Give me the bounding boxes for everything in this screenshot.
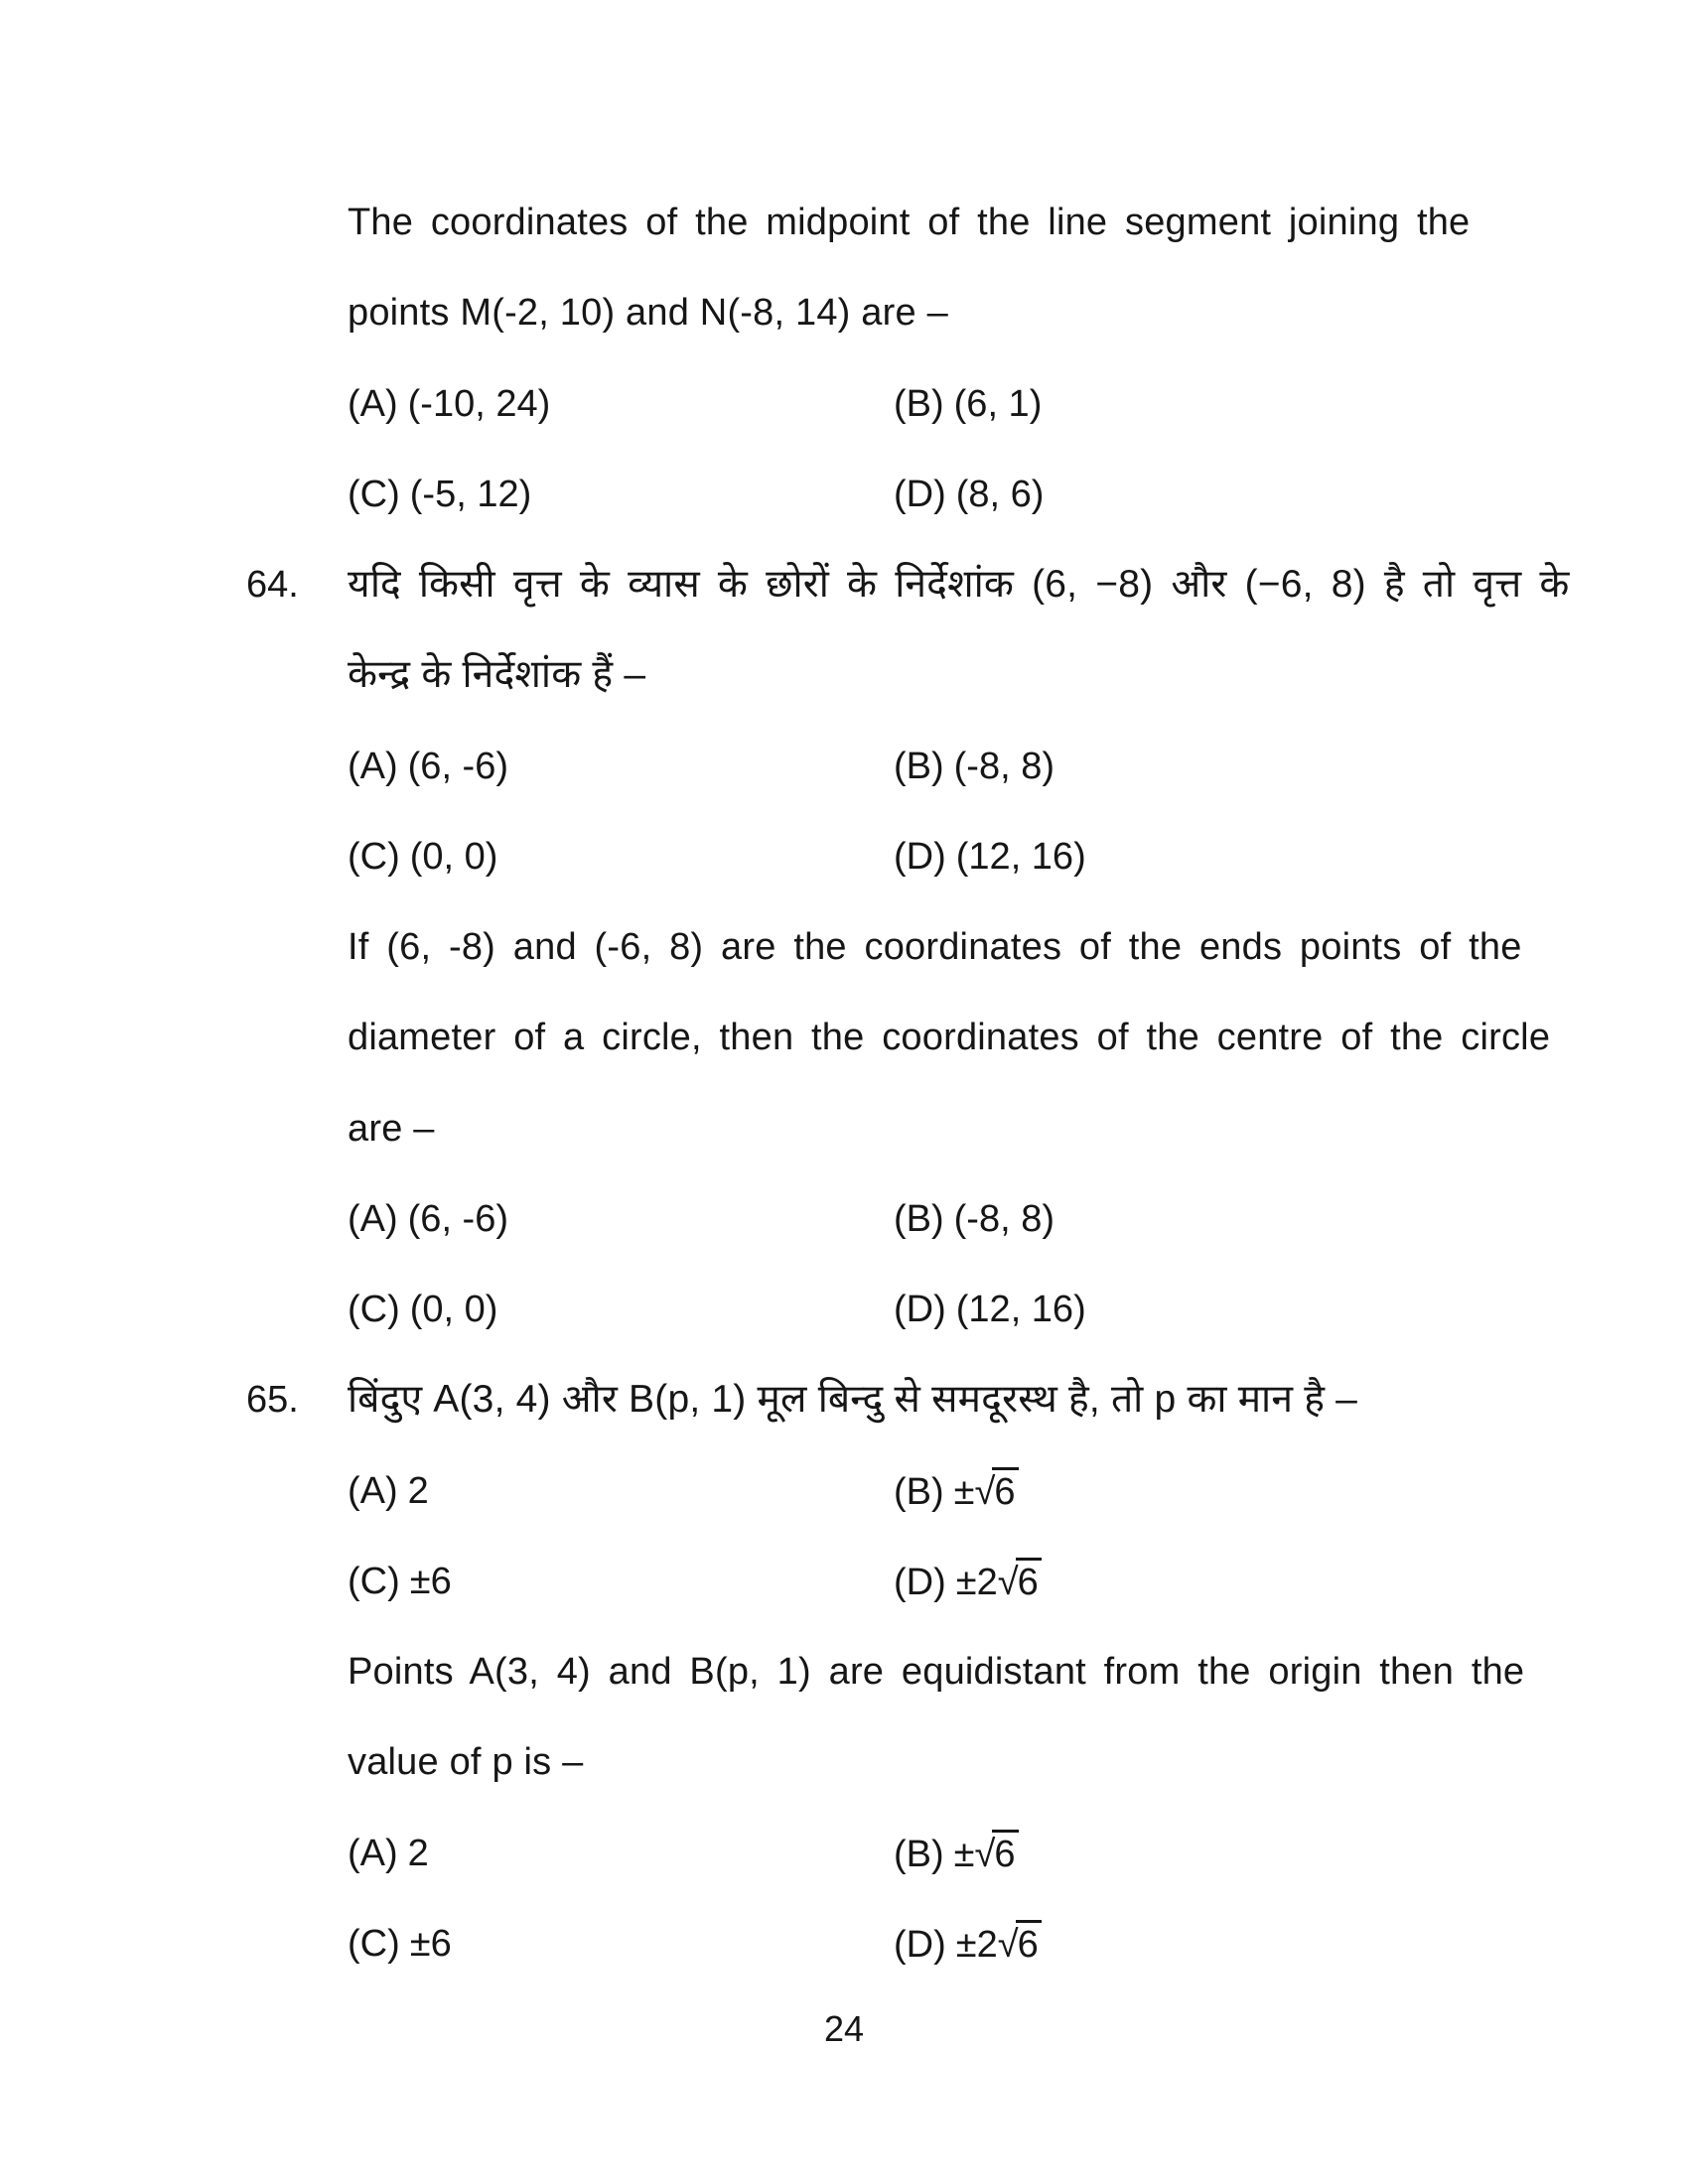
radicand: 6	[1016, 1558, 1042, 1603]
option-label: (D)	[894, 1289, 946, 1330]
q64-hindi-line-1: यदि किसी वृत्त के व्यास के छोरों के निर्देशांक (6, −8) और (−6, 8) है तो वृत्त के	[348, 563, 1570, 606]
option-value: 2	[407, 1833, 429, 1874]
option-value: ±6	[409, 1923, 452, 1965]
radicand: 6	[992, 1467, 1018, 1513]
option-value: (8, 6)	[955, 474, 1045, 515]
option-value: 2	[407, 1470, 429, 1512]
option-label: (A)	[348, 1470, 398, 1512]
q64-english-options-row-2	[0, 1286, 1688, 1333]
q65-en-option-d	[894, 1920, 1042, 1969]
q64-english-line-1: If (6, -8) and (-6, 8) are the coordinates of the ends points of the	[348, 926, 1522, 968]
q63-option-a	[348, 380, 550, 428]
option-label: (B)	[894, 746, 944, 787]
option-label: (C)	[348, 836, 400, 878]
q64-hi-option-a	[348, 743, 508, 790]
option-label: (A)	[348, 746, 398, 787]
option-label: (D)	[894, 1924, 946, 1966]
option-label: (C)	[348, 1289, 400, 1330]
option-value: (0, 0)	[409, 836, 498, 878]
q64-en-option-c	[348, 1286, 497, 1333]
option-value: (-10, 24)	[407, 383, 551, 425]
q65-english-options-row-2	[0, 1920, 1688, 1968]
option-value: ±2	[955, 1924, 998, 1966]
option-value: (12, 16)	[955, 1289, 1086, 1330]
option-label: (D)	[894, 836, 946, 878]
q65-hindi-line-1: बिंदुए A(3, 4) और B(p, 1) मूल बिन्दु से समदूरस्थ है, तो p का मान है –	[348, 1378, 1358, 1421]
q64-hindi-line-2: केन्द्र के निर्देशांक हैं –	[348, 653, 646, 696]
q63-option-b	[894, 380, 1042, 428]
q63-option-c	[348, 471, 531, 518]
q65-hi-option-a	[348, 1467, 429, 1515]
option-label: (C)	[348, 1561, 400, 1602]
radical-sign: √	[997, 1562, 1019, 1603]
radicand: 6	[1016, 1920, 1042, 1966]
radical-sign: √	[997, 1924, 1019, 1966]
q64-english-line-2: diameter of a circle, then the coordinates of the centre of the circle	[348, 1017, 1551, 1058]
q64-en-option-b	[894, 1195, 1055, 1243]
option-value: ±	[953, 1834, 975, 1875]
q65-hindi-options-row-1	[0, 1467, 1688, 1515]
option-label: (B)	[894, 1198, 944, 1240]
q64-en-option-d	[894, 1286, 1086, 1333]
option-label: (B)	[894, 1471, 944, 1513]
q64-hi-option-b	[894, 743, 1055, 790]
q65-hi-option-d	[894, 1558, 1042, 1606]
q63-option-d	[894, 471, 1044, 518]
q65-number: 65.	[246, 1379, 299, 1421]
q65-en-option-c	[348, 1920, 452, 1968]
option-label: (A)	[348, 1833, 398, 1874]
q65-hi-option-b	[894, 1467, 1019, 1516]
q63-options-row-2	[0, 471, 1688, 518]
q65-en-option-b	[894, 1830, 1019, 1878]
option-label: (C)	[348, 474, 400, 515]
page-number: 24	[823, 2008, 865, 2049]
q64-en-option-a	[348, 1195, 508, 1243]
q63-options-row-1	[0, 380, 1688, 428]
q64-english-line-3: are –	[348, 1108, 435, 1150]
q65-hi-option-c	[348, 1558, 452, 1605]
option-label: (A)	[348, 383, 398, 425]
q64-hi-option-c	[348, 833, 497, 881]
q64-english-options-row-1	[0, 1195, 1688, 1243]
q64-number: 64.	[246, 564, 299, 606]
option-value: (6, 1)	[953, 383, 1043, 425]
q65-english-line-2: value of p is –	[348, 1741, 584, 1783]
radical-sign: √	[974, 1834, 996, 1875]
q65-hindi-options-row-2	[0, 1558, 1688, 1605]
option-value: (0, 0)	[409, 1289, 498, 1330]
option-value: (-8, 8)	[953, 1198, 1055, 1240]
q63-english-line-1: The coordinates of the midpoint of the line segment joining the	[348, 202, 1471, 243]
option-value: ±	[953, 1471, 975, 1513]
q64-hindi-options-row-1	[0, 743, 1688, 790]
option-label: (A)	[348, 1198, 398, 1240]
q65-english-line-1: Points A(3, 4) and B(p, 1) are equidistant from the origin then the	[348, 1651, 1525, 1693]
option-label: (D)	[894, 474, 946, 515]
option-label: (B)	[894, 1834, 944, 1875]
option-value: ±2	[955, 1562, 998, 1603]
q65-english-options-row-1	[0, 1830, 1688, 1877]
option-value: (12, 16)	[955, 836, 1086, 878]
option-value: (6, -6)	[407, 746, 509, 787]
option-value: (6, -6)	[407, 1198, 509, 1240]
option-label: (C)	[348, 1923, 400, 1965]
option-value: (-8, 8)	[953, 746, 1055, 787]
q63-english-line-2: points M(-2, 10) and N(-8, 14) are –	[348, 292, 948, 334]
option-label: (D)	[894, 1562, 946, 1603]
q64-hi-option-d	[894, 833, 1086, 881]
radical-sign: √	[974, 1471, 996, 1513]
q65-en-option-a	[348, 1830, 429, 1877]
option-label: (B)	[894, 383, 944, 425]
option-value: ±6	[409, 1561, 452, 1602]
q64-hindi-options-row-2	[0, 833, 1688, 881]
radicand: 6	[992, 1830, 1018, 1875]
option-value: (-5, 12)	[409, 474, 532, 515]
